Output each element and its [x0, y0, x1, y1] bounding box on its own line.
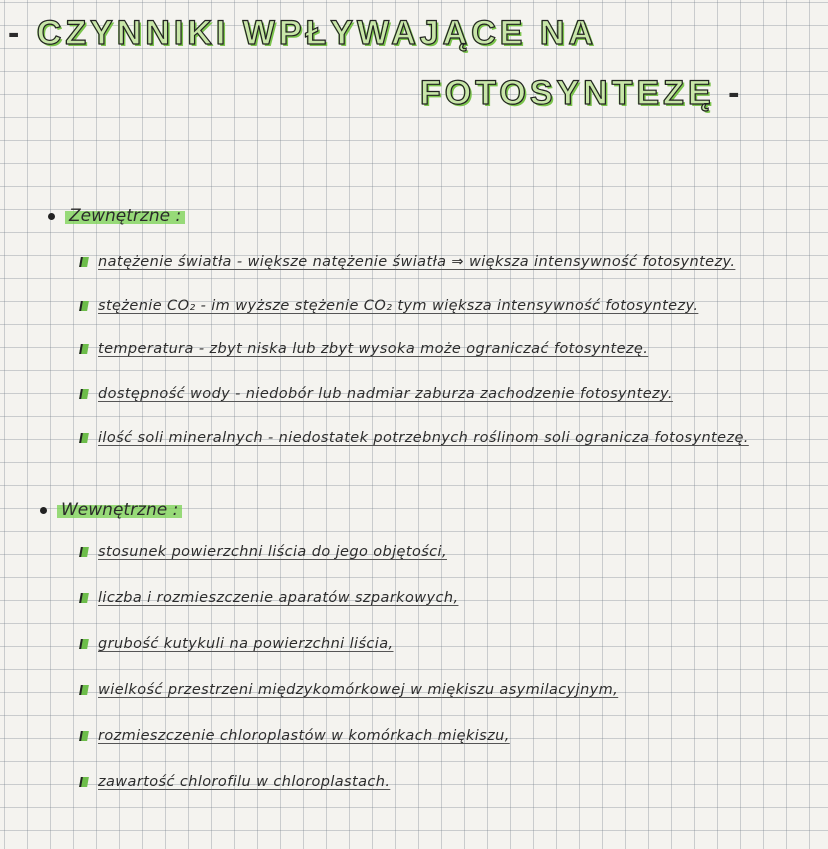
list-item-text: zawartość chlorofilu w chloroplastach. [98, 774, 391, 790]
list-item-internal-1 [80, 544, 447, 560]
list-item-external-3 [80, 341, 648, 357]
title-line-2 [420, 74, 743, 113]
section-external-heading [48, 206, 185, 226]
bullet-mark-icon [79, 777, 89, 787]
bullet-mark-icon [79, 389, 89, 399]
title-text-line-1: CZYNNIKI WPŁYWAJĄCE NA [36, 14, 598, 52]
list-item-external-1 [80, 254, 735, 270]
bullet-mark-icon [79, 257, 89, 267]
section-internal-heading [40, 500, 182, 520]
list-item-external-5 [80, 430, 749, 446]
bullet-mark-icon [79, 547, 89, 557]
list-item-external-4 [80, 386, 673, 402]
list-item-internal-6 [80, 774, 390, 790]
list-item-internal-3 [80, 636, 394, 652]
list-item-text: ilość soli mineralnych - niedostatek potrzebnych roślinom soli ogranicza fotosyntezę. [98, 430, 749, 446]
bullet-dot-icon [48, 213, 55, 220]
external-heading-label: Zewnętrzne : [65, 206, 185, 226]
title-line-1 [8, 14, 597, 53]
list-item-text: grubość kutykuli na powierzchni liścia, [98, 636, 394, 652]
bullet-mark-icon [79, 344, 89, 354]
list-item-internal-5 [80, 728, 510, 744]
list-item-text: stosunek powierzchni liścia do jego objętości, [98, 544, 447, 560]
bullet-dot-icon [40, 507, 47, 514]
list-item-internal-2 [80, 590, 458, 606]
bullet-mark-icon [79, 731, 89, 741]
bullet-mark-icon [79, 433, 89, 443]
title-dash-right: - [728, 74, 744, 112]
bullet-mark-icon [79, 301, 89, 311]
bullet-mark-icon [79, 685, 89, 695]
list-item-text: rozmieszczenie chloroplastów w komórkach miękiszu, [98, 728, 510, 744]
title-text-line-2: FOTOSYNTEZĘ [420, 74, 715, 112]
list-item-text: temperatura - zbyt niska lub zbyt wysoka może ograniczać fotosyntezę. [98, 341, 649, 357]
list-item-external-2 [80, 298, 698, 314]
list-item-text: stężenie CO₂ - im wyższe stężenie CO₂ tym większa intensywność fotosyntezy. [98, 298, 699, 314]
list-item-internal-4 [80, 682, 618, 698]
internal-heading-label: Wewnętrzne : [57, 500, 182, 520]
list-item-text: wielkość przestrzeni międzykomórkowej w miękiszu asymilacyjnym, [98, 682, 619, 698]
list-item-text: dostępność wody - niedobór lub nadmiar zaburza zachodzenie fotosyntezy. [98, 386, 673, 402]
list-item-text: liczba i rozmieszczenie aparatów szparkowych, [98, 590, 459, 606]
list-item-text: natężenie światła - większe natężenie światła ⇒ większa intensywność fotosyntezy. [98, 254, 736, 270]
bullet-mark-icon [79, 639, 89, 649]
bullet-mark-icon [79, 593, 89, 603]
title-dash-left: - [8, 14, 24, 52]
